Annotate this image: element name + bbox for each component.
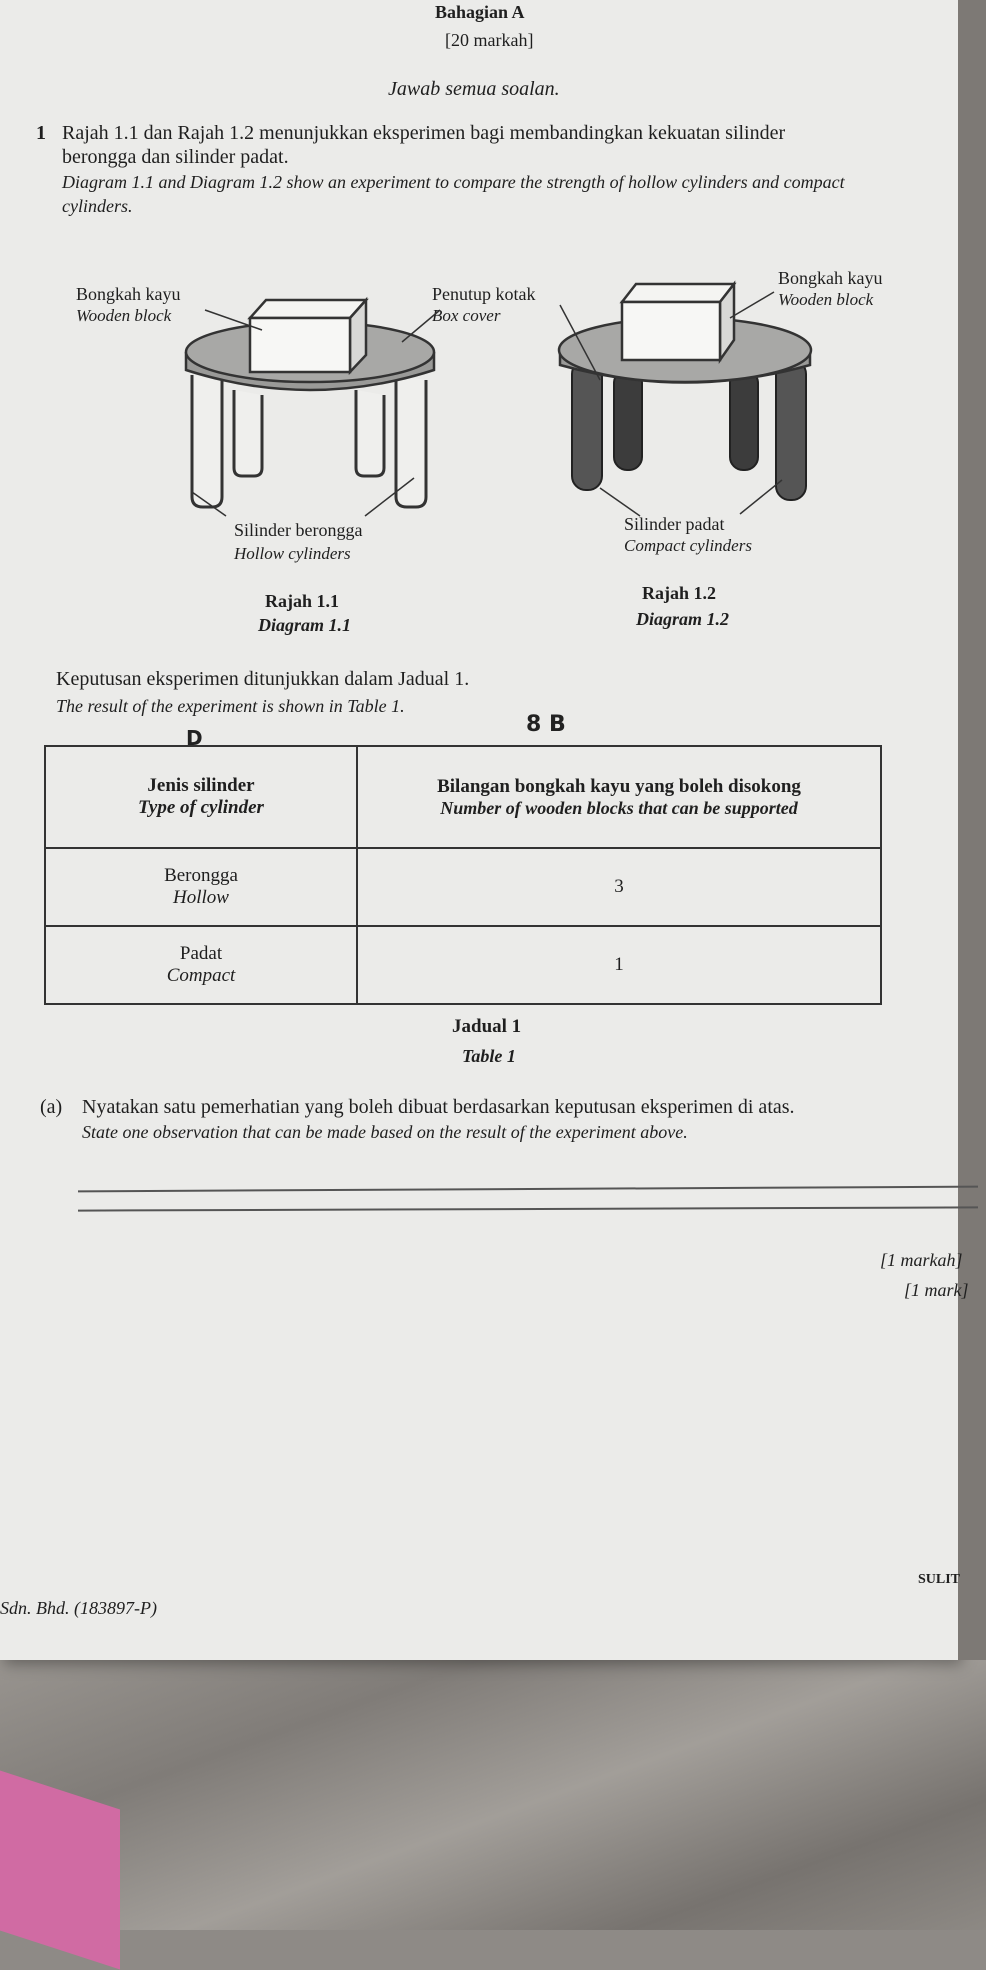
d1-label-cover-bm: Penutup kotak (432, 284, 536, 304)
compact-cylinder-front-left (572, 360, 602, 490)
d2-caption-en: Diagram 1.2 (636, 609, 730, 629)
d1-caption-bm: Rajah 1.1 (265, 591, 340, 611)
result-intro-bm: Keputusan eksperimen ditunjukkan dalam Jadual 1. (56, 668, 470, 690)
stem-en-line2: cylinders. (62, 196, 133, 216)
d2-label-block-bm: Bongkah kayu (778, 268, 883, 288)
header-number-of-blocks: Bilangan bongkah kayu yang boleh disokong Number of wooden blocks that can be supported (357, 746, 881, 848)
question-number: 1 (36, 122, 46, 144)
d2-label-cyl-bm: Silinder padat (624, 514, 725, 534)
part-a-mark-bm: [1 markah] (880, 1250, 963, 1270)
part-a-question-en: State one observation that can be made based on the result of the experiment above. (82, 1122, 688, 1142)
header-type-of-cylinder: Jenis silinder Type of cylinder (45, 746, 357, 848)
hollow-cylinder-back-right (356, 390, 384, 476)
d1-label-block-en: Wooden block (76, 306, 172, 325)
section-marks: [20 markah] (445, 30, 534, 50)
table-caption-bm: Jadual 1 (452, 1016, 522, 1037)
cell-count-compact: 1 (357, 926, 881, 1004)
table-header-row (45, 746, 881, 848)
handwritten-d: D (186, 726, 203, 750)
wooden-block-front-1 (250, 318, 350, 372)
wooden-block-top-2 (622, 284, 734, 302)
wooden-block-top-1 (250, 300, 366, 318)
handwritten-b: 8 B (526, 712, 566, 737)
experiment-diagrams (0, 0, 958, 660)
d1-caption-en: Diagram 1.1 (258, 615, 352, 635)
instruction: Jawab semua soalan. (388, 78, 560, 100)
d2-label-block-en: Wooden block (778, 290, 874, 309)
d1-label-block-bm: Bongkah kayu (76, 284, 181, 304)
diagram-1-1-drawing (186, 300, 440, 516)
cell-count-hollow: 3 (357, 848, 881, 926)
d2-label-cyl-en: Compact cylinders (624, 536, 752, 555)
hollow-cylinder-front-left (192, 375, 222, 507)
table-caption-en: Table 1 (462, 1046, 516, 1066)
d1-label-cyl-bm: Silinder berongga (234, 520, 363, 540)
hollow-cylinder-front-right (396, 375, 426, 507)
compact-cylinder-back-right (730, 370, 758, 470)
wooden-block-front-2 (622, 302, 720, 360)
part-a-label: (a) (40, 1096, 63, 1118)
footer-sulit: SULIT (918, 1572, 961, 1587)
cell-type-compact: Padat Compact (45, 926, 357, 1004)
compact-cylinder-front-right (776, 360, 806, 500)
results-table (44, 745, 882, 1005)
hollow-cylinder-back-left (234, 390, 262, 476)
compact-cylinder-back-left (614, 370, 642, 470)
stem-en-line1: Diagram 1.1 and Diagram 1.2 show an experiment to compare the strength of hollow cylinders and compact (62, 172, 845, 192)
d1-label-cyl-en: Hollow cylinders (234, 544, 351, 563)
part-a-question-bm: Nyatakan satu pemerhatian yang boleh dibuat berdasarkan keputusan eksperimen di atas. (82, 1096, 795, 1118)
section-title: Bahagian A (435, 2, 525, 22)
page-edge (958, 0, 986, 1660)
d1-label-cover-en: Box cover (432, 306, 501, 325)
stem-bm-line1: Rajah 1.1 dan Rajah 1.2 menunjukkan eksperimen bagi membandingkan kekuatan silinder (62, 122, 786, 144)
cell-type-hollow: Berongga Hollow (45, 848, 357, 926)
stem-bm-line2: berongga dan silinder padat. (62, 146, 289, 168)
d2-caption-bm: Rajah 1.2 (642, 583, 717, 603)
table-row (45, 926, 881, 1004)
result-intro-en: The result of the experiment is shown in Table 1. (56, 696, 405, 716)
diagram-1-2-drawing (559, 284, 811, 516)
footer-publisher: Sdn. Bhd. (183897-P) (0, 1598, 157, 1618)
part-a-mark-en: [1 mark] (904, 1280, 969, 1300)
background-fabric (0, 1640, 986, 1930)
table-row (45, 848, 881, 926)
